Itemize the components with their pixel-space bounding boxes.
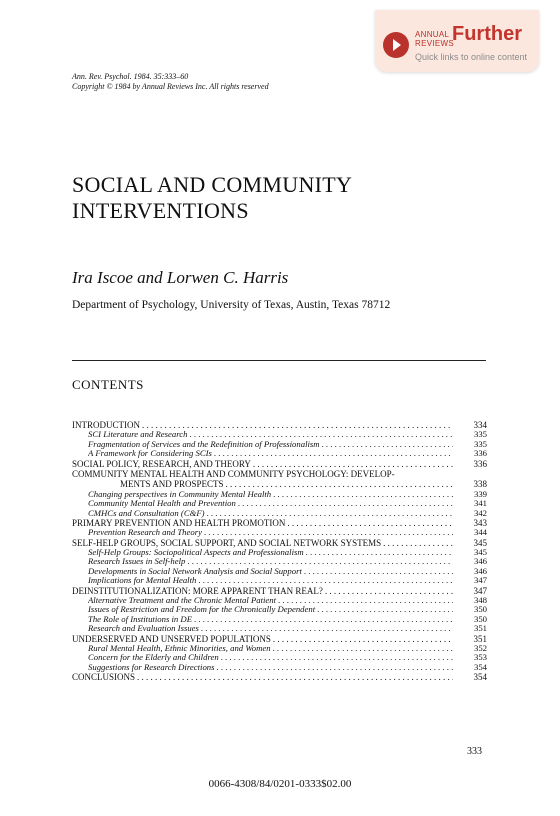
toc-entry-title: SCI Literature and Research	[88, 430, 188, 440]
toc-leader-dots	[194, 615, 453, 624]
toc-entry[interactable]	[72, 449, 487, 458]
toc-entry-title: Self-Help Groups: Sociopolitical Aspects and Professionalism	[88, 548, 304, 558]
authors: Ira Iscoe and Lorwen C. Harris	[72, 268, 289, 287]
toc-entry[interactable]	[72, 459, 487, 469]
toc-entry[interactable]	[72, 528, 487, 537]
toc-entry[interactable]	[72, 586, 487, 596]
footer-code: 0066-4308/84/0201-0333$02.00	[208, 778, 352, 790]
toc-entry-title: Concern for the Elderly and Children	[88, 653, 219, 663]
title-line-1: SOCIAL AND COMMUNITY	[72, 172, 353, 197]
toc-entry[interactable]	[72, 479, 487, 489]
toc-entry-title: SELF-HELP GROUPS, SOCIAL SUPPORT, AND SOCIAL NETWORK SYSTEMS	[72, 537, 382, 548]
toc-entry-title: COMMUNITY MENTAL HEALTH AND COMMUNITY PSYCHOLOGY: DEVELOP-	[72, 468, 395, 479]
toc-entry-title: Research and Evaluation Issues	[88, 624, 199, 634]
affiliation: Department of Psychology, University of Texas, Austin, Texas 78712	[72, 299, 391, 311]
toc-entry-title: Issues of Restriction and Freedom for the Chronically Dependent	[88, 605, 316, 615]
toc-entry[interactable]	[72, 644, 487, 653]
toc-entry-page: 336	[473, 448, 487, 459]
toc-leader-dots	[304, 567, 453, 576]
citation-line-1: Ann. Rev. Psychol. 1984. 35:333–60	[72, 72, 189, 81]
toc-entry-title: Alternative Treatment and the Chronic Mental Patient	[88, 596, 277, 606]
toc-entry-title: Community Mental Health and Prevention	[88, 499, 236, 509]
toc-leader-dots	[201, 624, 453, 633]
toc-entry[interactable]	[72, 420, 487, 430]
page-number: 333	[467, 746, 482, 757]
toc-leader-dots	[278, 596, 453, 605]
toc-entry-title: Rural Mental Health, Ethnic Minorities, and Women	[88, 643, 271, 653]
citation-line-2: Copyright © 1984 by Annual Reviews Inc. All rights reserved	[72, 82, 269, 91]
toc-entry[interactable]	[72, 624, 487, 633]
toc-entry-title: Research Issues in Self-help	[88, 557, 186, 567]
toc-leader-dots	[322, 440, 453, 449]
journal-citation	[72, 72, 269, 92]
toc-entry-page: 344	[473, 527, 487, 538]
toc-entry-title: Developments in Social Network Analysis and Social Support	[88, 566, 302, 576]
toc-entry[interactable]	[72, 596, 487, 605]
further-badge[interactable]	[375, 10, 539, 72]
toc-leader-dots	[142, 420, 453, 430]
toc-leader-dots	[253, 459, 453, 469]
toc-entry[interactable]	[72, 430, 487, 439]
toc-entry-page: 353	[473, 652, 487, 663]
toc-leader-dots	[287, 518, 453, 528]
toc-entry[interactable]	[72, 615, 487, 624]
toc-entry-title: UNDERSERVED AND UNSERVED POPULATIONS	[72, 633, 271, 644]
toc-leader-dots	[238, 499, 453, 508]
toc-entry-title: INTRODUCTION	[72, 420, 140, 430]
toc-entry[interactable]	[72, 490, 487, 499]
toc-entry-page: 354	[473, 672, 487, 683]
toc-entry-title: Implications for Mental Health	[88, 576, 197, 586]
toc-entry-page: 335	[473, 429, 487, 440]
toc-entry-page: 348	[473, 595, 487, 606]
toc-entry-page: 336	[473, 458, 487, 469]
toc-leader-dots	[187, 557, 453, 566]
toc-leader-dots	[204, 528, 453, 537]
toc-entry-page: 346	[473, 565, 487, 576]
toc-entry-title: Fragmentation of Services and the Redefinition of Professionalism	[88, 439, 320, 449]
toc-leader-dots	[317, 605, 453, 614]
toc-entry-page: 347	[473, 575, 487, 586]
toc-leader-dots	[273, 634, 453, 644]
toc-entry[interactable]	[72, 440, 487, 449]
toc-entry[interactable]	[72, 518, 487, 528]
toc-leader-dots	[273, 644, 453, 653]
toc-entry-page: 350	[473, 604, 487, 615]
logo-line-2: REVIEWS	[415, 39, 454, 48]
toc-entry-page: 351	[473, 633, 487, 644]
toc-leader-dots	[190, 430, 454, 439]
contents-heading: CONTENTS	[72, 377, 144, 392]
toc-entry[interactable]	[72, 634, 487, 644]
toc-leader-dots	[273, 490, 453, 499]
toc-entry-page: 342	[473, 507, 487, 518]
toc-entry[interactable]	[72, 538, 487, 548]
toc-entry-title: Suggestions for Research Directions	[88, 662, 215, 672]
further-tagline[interactable]: Quick links to online content	[415, 52, 528, 62]
divider	[72, 360, 486, 361]
toc-entry-title: The Role of Institutions in DE	[88, 614, 193, 624]
play-icon	[383, 32, 409, 58]
toc-entry-page: 339	[473, 488, 487, 499]
toc-entry-title: Prevention Research and Theory	[88, 528, 202, 538]
toc-entry[interactable]	[72, 567, 487, 576]
toc-entry-page: 346	[473, 556, 487, 567]
annual-reviews-logo	[415, 30, 454, 48]
toc-entry-title: SOCIAL POLICY, RESEARCH, AND THEORY	[72, 458, 251, 469]
toc-entry-title: CONCLUSIONS	[72, 672, 136, 683]
toc-entry-page: 350	[473, 613, 487, 624]
toc-leader-dots	[221, 653, 453, 662]
toc-entry-page: 343	[473, 517, 487, 528]
toc-entry-title: Changing perspectives in Community Mental Health	[88, 489, 272, 499]
toc-entry-title: MENTS AND PROSPECTS	[120, 479, 224, 490]
toc-entry[interactable]	[72, 653, 487, 662]
toc-leader-dots	[306, 548, 453, 557]
toc-entry-page: 345	[473, 537, 487, 548]
toc-entry[interactable]	[72, 672, 487, 682]
toc-entry[interactable]	[72, 469, 487, 479]
toc-entry-page: 352	[473, 642, 487, 653]
toc-leader-dots	[198, 576, 453, 585]
logo-line-1: ANNUAL	[415, 30, 450, 39]
toc-entry-page: 334	[473, 420, 487, 430]
toc-entry-page: 341	[473, 498, 487, 509]
toc-leader-dots	[226, 479, 453, 489]
toc-entry[interactable]	[72, 663, 487, 672]
toc-leader-dots	[207, 509, 453, 518]
toc-entry-title: PRIMARY PREVENTION AND HEALTH PROMOTION	[72, 517, 286, 528]
title-line-2: INTERVENTIONS	[72, 198, 249, 223]
toc-entry-title: A Framework for Considering SCIs	[88, 449, 212, 459]
article-title	[72, 172, 492, 224]
toc-leader-dots	[137, 672, 453, 682]
toc-entry-page: 351	[473, 623, 487, 634]
toc-entry-page: 354	[473, 661, 487, 672]
toc-entry[interactable]	[72, 499, 487, 508]
further-label[interactable]: Further	[452, 23, 522, 45]
toc-entry-title: DEINSTITUTIONALIZATION: MORE APPARENT THAN REAL?	[72, 585, 323, 596]
toc-entry-page: 345	[473, 547, 487, 558]
toc-leader-dots	[214, 449, 453, 458]
toc-entry[interactable]	[72, 576, 487, 585]
toc-entry[interactable]	[72, 509, 487, 518]
toc-entry-page: 347	[473, 585, 487, 596]
toc-entry[interactable]	[72, 548, 487, 557]
toc-entry-title: CMHCs and Consultation (C&F)	[88, 508, 205, 518]
toc-leader-dots	[217, 663, 453, 672]
toc-leader-dots	[325, 586, 453, 596]
table-of-contents	[72, 420, 487, 683]
toc-entry-page: 335	[473, 438, 487, 449]
toc-entry[interactable]	[72, 605, 487, 614]
toc-leader-dots	[383, 538, 453, 548]
toc-entry[interactable]	[72, 557, 487, 566]
toc-entry-page: 338	[473, 479, 487, 490]
